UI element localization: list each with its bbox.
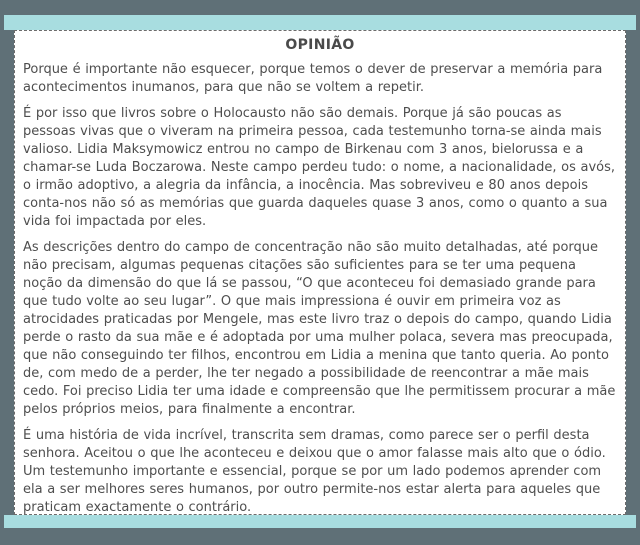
paragraph-3: As descrições dentro do campo de concentração não são muito detalhadas, até porque não precisam, algumas pequenas citações são suficientes para se ter uma pequena noção da dimensão do que lá se passou, “O que aconteceu foi demasiado grande para que tudo volte ao seu lugar”. O que mais impressiona é ouvir em primeira voz as atrocidades praticadas por Mengele, mas este livro traz o depois do campo, quando Lidia perde o rasto da sua mãe e é adoptada por uma mulher polaca, severa mas preocupada, que não conseguindo ter filhos, encontrou em Lidia a menina que tanto queria. Ao ponto de, com medo de a perder, lhe ter negado a possibilidade de reencontrar a mãe mais cedo. Foi preciso Lidia ter uma idade e compreensão que lhe permitissem procurar a mãe pelos próprios meios, para finalmente a encontrar.	[23, 240, 616, 417]
opinion-title: OPINIÃO	[285, 37, 355, 53]
paragraph-4: É uma história de vida incrível, transcrita sem dramas, como parece ser o perfil desta senhora. Aceitou o que lhe aconteceu e deixou que o amor falasse mais alto que o ódio. Um testemunho importante e essencial, porque se por um lado podemos aprender com ela a ser melhores seres humanos, por outro permite-nos estar alerta para aqueles que praticam exactamente o contrário.	[23, 428, 606, 515]
top-accent-band	[4, 15, 636, 30]
paragraph-2: É por isso que livros sobre o Holocausto não são demais. Porque já são poucas as pessoas vivas que o viveram na primeira pessoa, cada testemunho torna-se ainda mais valioso. Lidia Maksymowicz entrou no campo de Birkenau com 3 anos, bielorussa e a chamar-se Luda Boczarowa. Neste campo perdeu tudo: o nome, a nacionalidade, os avós, o irmão adoptivo, a alegria da infância, a inocência. Mas sobreviveu e 80 anos depois conta-nos não só as memórias que guarda daqueles quase 3 anos, como o quanto a sua vida foi impactada por eles.	[23, 106, 616, 229]
bottom-accent-band	[4, 515, 636, 528]
paragraph-1: Porque é importante não esquecer, porque temos o dever de preservar a memória para acontecimentos inumanos, para que não se voltem a repetir.	[23, 62, 603, 95]
opinion-card	[14, 30, 626, 515]
